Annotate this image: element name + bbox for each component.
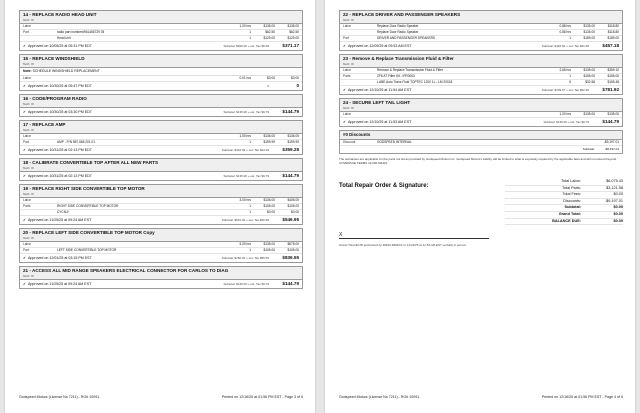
line-quantity: 2.66 hrs: [559, 68, 571, 72]
line-extended-price: $62.50: [289, 30, 299, 34]
warranty-disclaimer: The warranties are applicable for the parts not list as provided by Godspeed Motors Inc. Godspeed Motors's liability will be limited to what is expressly required by the applicable laws and will not extend beyond COVERAGE TERMS 12,000 MILES.: [339, 157, 617, 165]
summary-row: [505, 199, 623, 206]
discounts-section: [339, 130, 623, 154]
checkmark-icon: ✓: [23, 83, 27, 88]
job-total: $144.79: [282, 108, 299, 114]
line-unit-price: $135.00: [263, 197, 275, 202]
job-subtotal: Subtotal: $135.00 + est. Tax $9.79: [543, 120, 589, 124]
line-type: [23, 36, 57, 41]
job-tech: Tech: IX: [23, 235, 34, 240]
line-quantity: 0.01 hrs: [239, 75, 251, 80]
line-description: [57, 198, 229, 203]
note-label: Note:: [23, 69, 32, 73]
checkmark-icon: ✓: [343, 88, 347, 92]
line-unit-price: $32.58: [585, 80, 595, 84]
job-card: [339, 98, 623, 127]
line-extended-price: $199.99: [287, 139, 299, 144]
summary-label: Total Fees:: [562, 192, 581, 197]
line-type: Labor: [23, 241, 32, 246]
line-quantity: 6: [569, 80, 571, 84]
job-title: 23 - Remove & Replace Transmission Fluid & Filter: [343, 56, 454, 61]
job-title: 16 - CODE/PROGRAM RADIO: [23, 95, 87, 101]
job-card: [19, 10, 303, 51]
document-page-3: [4, 0, 316, 413]
approval-row: [340, 42, 622, 50]
job-tech: Tech: IX: [343, 18, 354, 22]
discount-value: -$9,197.01: [603, 140, 619, 144]
footer-print-info: Printed on 12/16/25 at 01:56 PM EST - Page 4 of 5: [541, 395, 623, 399]
authorization-text: Grand Total $0.00 authorized by ###10 ####19 on 12/16/25 at 11:53 AM EST verbally in person: [339, 243, 467, 248]
line-extended-price: $118.80: [607, 24, 619, 28]
summary-title: Total Repair Order & Signature:: [339, 183, 429, 189]
checkmark-icon: ✓: [23, 255, 27, 260]
approval-row: [20, 280, 302, 288]
line-quantity: 1.00 hrs: [559, 112, 571, 116]
summary-label: Discounts:: [563, 198, 581, 203]
job-card: [19, 94, 303, 117]
approval-text: Approved on 10/31/25 at 02:13 PM EDT: [28, 147, 92, 152]
job-header: [20, 11, 302, 24]
line-extended-price: $105.00: [287, 203, 299, 208]
job-header: [340, 99, 622, 112]
job-card: [19, 120, 303, 155]
job-header: [340, 55, 622, 68]
jobs-list: [19, 10, 303, 292]
approval-row: [20, 108, 302, 116]
job-tech: Tech: IX: [343, 62, 354, 66]
summary-value: $0.00: [613, 192, 623, 197]
approval-row: [20, 42, 302, 50]
checkmark-icon: ✓: [23, 44, 27, 48]
job-tech: Tech: IX: [23, 165, 34, 170]
line-unit-price: $105.00: [263, 203, 275, 208]
summary-row: [505, 219, 623, 226]
approval-text: Approved on 10/30/25 at 03:30 PM EDT: [28, 109, 92, 114]
footer-print-info: Printed on 12/16/25 at 01:56 PM EST - Page 3 of 5: [221, 395, 303, 399]
job-subtotal: Subtotal: $135.00 + est. Tax $9.79: [223, 173, 269, 178]
line-unit-price: $0.00: [267, 75, 275, 80]
job-subtotal: Subtotal: $334.99 + est. Tax $24.29: [221, 147, 269, 152]
job-tech: Tech: IX: [23, 62, 34, 66]
summary-row: [505, 179, 623, 186]
signature-line[interactable]: [339, 231, 489, 239]
line-extended-price: $405.00: [287, 197, 299, 202]
footer-shop-info: Godspeed Motors (License No 7211) - RO# 10091: [19, 395, 100, 399]
note-text: SCHEDULE WINDSHIELD REPLACEMENT: [32, 69, 100, 73]
job-title: 21 - ACCESS ALL MID RANGE SPEAKERS ELECTRICAL CONNECTOR FOR CARLOS TO DIAG: [23, 267, 229, 273]
line-quantity: 1.00 hrs: [239, 24, 251, 28]
line-quantity: 1: [249, 30, 251, 34]
line-description: Replace Door Radio Speaker: [377, 24, 419, 28]
approval-row: [20, 82, 302, 90]
line-description: Replace Door Radio Speaker: [377, 30, 419, 34]
job-tech: Tech: IX: [343, 106, 354, 110]
job-total: $144.79: [602, 119, 619, 124]
line-unit-price: $0.00: [267, 209, 275, 214]
job-header: [20, 95, 302, 108]
job-card: [19, 54, 303, 91]
checkmark-icon: ✓: [23, 109, 27, 114]
job-subtotal: Subtotal: $135.00 + est. Tax $9.79: [223, 281, 269, 286]
line-type: [343, 30, 377, 35]
line-extended-price: $0.00: [291, 209, 299, 214]
job-card: [19, 184, 303, 225]
job-header: [20, 267, 302, 280]
line-description: DRIVER AND PASSENGER SPEAKERS: [377, 36, 436, 40]
summary-value: -$9,197.01: [604, 198, 623, 203]
job-card: [19, 158, 303, 181]
job-card: [19, 266, 303, 289]
job-title: 20 - REPLACE LEFT SIDE CONVERTIBLE TOP MOTOR Copy: [23, 229, 155, 235]
line-extended-price: $359.10: [607, 68, 619, 72]
discounts-title: #0 Discounts: [340, 131, 622, 140]
line-type: Part: [23, 139, 29, 144]
line-unit-price: $199.99: [263, 139, 275, 144]
approval-text: Approved on 10/31/25 at 02:13 PM EDT: [28, 173, 92, 178]
job-card: [339, 54, 623, 95]
line-type: Labor: [23, 75, 32, 80]
line-unit-price: $135.00: [583, 30, 595, 34]
summary-row: [505, 205, 623, 212]
approval-text: Approved on 12/01/25 at 03:15 PM EST: [28, 255, 92, 260]
line-extended-price: $135.00: [287, 24, 299, 28]
line-extended-price: $675.00: [287, 241, 299, 246]
approval-row: [20, 146, 302, 154]
discount-subtotal-label: Subtotal:: [582, 147, 595, 151]
approval-text: Approved on 10/30/25 at 05:47 PM EDT: [28, 83, 92, 88]
discount-subtotal-value: -$9,197.01: [604, 147, 619, 151]
summary-value: $6,075.43: [606, 179, 623, 183]
line-unit-price: $135.00: [263, 24, 275, 28]
job-subtotal: Subtotal: $510.00 + est. Tax $36.95: [221, 217, 269, 222]
line-quantity: 0.88 hrs: [559, 30, 571, 34]
approval-text: Approved on 12/10/25 at 11:53 AM EST: [348, 120, 412, 124]
job-total: $144.79: [282, 280, 299, 286]
approval-row: [20, 216, 302, 224]
line-description: [57, 134, 229, 139]
line-description: ZF6 AT Filter Kit - IFR0003: [377, 74, 415, 78]
line-unit-price: $62.50: [265, 30, 275, 34]
line-extended-price: $105.00: [287, 247, 299, 252]
line-unit-price: $155.00: [583, 74, 595, 78]
jobs-list: [339, 10, 623, 247]
line-description: Head unit: [57, 36, 71, 40]
line-unit-price: $135.00: [263, 133, 275, 138]
summary-value: $3,121.58: [606, 185, 623, 190]
page-footer: [19, 395, 303, 399]
job-tech: Tech: IX: [23, 127, 34, 132]
job-header: [340, 11, 622, 24]
line-extended-price: $118.80: [607, 30, 619, 34]
summary-label: Subtotal:: [564, 205, 581, 210]
job-card: [339, 10, 623, 51]
approval-row: [340, 86, 622, 94]
line-type: Part: [23, 247, 29, 252]
job-subtotal: Subtotal: $709.57 + est. Tax $52.35: [541, 88, 589, 92]
job-subtotal: Subtotal: $135.00 + est. Tax $9.79: [223, 109, 269, 114]
approval-text: Approved on 10/05/25 at 05:31 PM EDT: [28, 44, 92, 48]
line-type: [23, 210, 57, 215]
job-header: [20, 229, 302, 242]
line-description: [57, 242, 229, 247]
job-tech: Tech: IX: [23, 273, 34, 278]
job-header: [20, 55, 302, 68]
line-extended-price: $189.00: [607, 36, 619, 40]
totals-table: [505, 179, 623, 225]
job-header: [20, 159, 302, 172]
job-tech: Tech: IX: [23, 18, 34, 22]
line-quantity: 1: [569, 36, 571, 40]
line-type: Parts: [343, 74, 351, 78]
line-type: Part: [23, 30, 29, 34]
line-unit-price: $105.00: [263, 247, 275, 252]
line-description: [57, 24, 229, 29]
line-type: Labor: [23, 24, 32, 28]
job-total: $371.17: [282, 43, 299, 48]
line-unit-price: $129.00: [263, 36, 275, 40]
job-title: 24 - SECURE LEFT TAIL LIGHT: [343, 100, 411, 105]
summary-value: $0.00: [613, 205, 623, 210]
discount-desc: GODSPEED INTERNAL: [377, 140, 412, 144]
line-description: Remove & Replace Transmission Fluid & Filter: [377, 68, 443, 72]
repair-order-summary: [339, 179, 623, 225]
line-type: Labor: [23, 197, 32, 202]
job-title: 22 - REPLACE DRIVER AND PASSENGER SPEAKERS: [343, 12, 461, 17]
job-note: [20, 68, 302, 76]
approval-text: Approved on 12/10/25 at 11:54 AM EST: [348, 88, 412, 92]
approval-row: [20, 254, 302, 262]
summary-label: Total Labor:: [561, 179, 581, 183]
approval-text: Approved on 11/25/25 at 09:24 AM EST: [28, 217, 92, 222]
summary-value: $0.00: [613, 211, 623, 216]
line-description: RIGHT SIDE CONVERTIBLE TOP MOTOR: [57, 203, 119, 208]
summary-label: BALANCE DUE:: [552, 218, 581, 223]
job-card: [19, 228, 303, 263]
signature-x-mark: X: [339, 232, 343, 239]
line-type: Labor: [343, 68, 352, 72]
job-total: $781.92: [602, 87, 619, 92]
line-unit-price: $135.00: [583, 68, 595, 72]
discount-subtotal: [340, 146, 622, 153]
line-type: Labor: [343, 112, 352, 116]
document-page-4: [324, 0, 636, 413]
checkmark-icon: ✓: [343, 120, 347, 124]
summary-row: [505, 192, 623, 199]
line-unit-price: $135.00: [583, 24, 595, 28]
line-type: Part: [343, 36, 349, 40]
job-total: $457.18: [602, 43, 619, 48]
line-quantity: 1: [249, 139, 251, 144]
line-quantity: 1: [249, 36, 251, 40]
line-description: radio part number#961465729 05: [57, 30, 105, 34]
line-extended-price: $135.00: [607, 112, 619, 116]
job-tech: Tech: IX: [23, 191, 34, 196]
approval-text: Approved on 11/25/25 at 09:24 AM EST: [28, 281, 92, 286]
line-type: Parts: [23, 203, 31, 208]
line-extended-price: $135.00: [287, 133, 299, 138]
line-description: [57, 76, 229, 81]
approval-row: [20, 172, 302, 180]
summary-row: [505, 186, 623, 193]
line-quantity: 1: [249, 209, 251, 214]
line-description: LUBE Auto Trans Fluid TOPTEC 1200 1L - LM 20018: [377, 80, 453, 84]
line-description: AMP - P/N 987.665.201.01: [57, 139, 96, 144]
checkmark-icon: ✓: [23, 147, 27, 152]
job-title: 19 - REPLACE RIGHT SIDE CONVERTIBLE TOP MOTOR: [23, 185, 145, 191]
line-extended-price: $155.00: [607, 74, 619, 78]
summary-row: [505, 212, 623, 219]
job-total: 0: [296, 82, 299, 88]
job-title: 18 - CALIBRATE CONVERTIBLE TOP AFTER ALL NEW PARTS: [23, 159, 159, 165]
job-subtotal: Subtotal: $780.00 + est. Tax $56.55: [221, 255, 269, 260]
job-title: 17 - REPLACE AMP: [23, 121, 66, 127]
line-description: [377, 112, 549, 117]
line-type: [343, 80, 377, 85]
job-total: $836.55: [282, 254, 299, 260]
footer-shop-info: Godspeed Motors (License No 7211) - RO# 10091: [339, 395, 420, 399]
checkmark-icon: ✓: [23, 217, 27, 222]
checkmark-icon: ✓: [23, 173, 27, 178]
line-type: Labor: [343, 24, 352, 28]
line-extended-price: $195.48: [607, 80, 619, 84]
line-extended-price: $129.00: [287, 36, 299, 40]
line-quantity: 1: [249, 247, 251, 252]
checkmark-icon: ✓: [23, 281, 27, 286]
job-subtotal: Subtotal: $426.60 + est. Tax $31.58: [541, 44, 589, 48]
discount-type: Discount: [343, 140, 356, 144]
line-quantity: 3.00 hrs: [239, 197, 251, 202]
page-footer: [339, 395, 623, 399]
line-unit-price: $189.00: [583, 36, 595, 40]
job-total: $546.95: [282, 216, 299, 222]
summary-label: Total Parts:: [562, 185, 581, 190]
job-header: [20, 121, 302, 134]
job-total: $359.28: [282, 146, 299, 152]
job-title: 15 - REPLACE WINDSHIELD: [23, 56, 85, 61]
line-unit-price: $135.00: [583, 112, 595, 116]
line-quantity: 5.00 hrs: [239, 241, 251, 246]
job-subtotal: Subtotal: $366.00 + est. Tax $5.66: [223, 44, 269, 48]
approval-text: Approved on 12/09/25 at 09:53 AM EST: [348, 44, 412, 48]
job-total: $144.79: [282, 172, 299, 178]
line-quantity: 1.00 hrs: [239, 133, 251, 138]
job-tech: Tech: IX: [23, 101, 34, 106]
line-unit-price: $135.00: [263, 241, 275, 246]
line-quantity: 0.88 hrs: [559, 24, 571, 28]
approval-row: [340, 118, 622, 126]
line-type: Labor: [23, 133, 32, 138]
job-subtotal: 0: [267, 83, 269, 88]
summary-label: Grand Total:: [558, 211, 581, 216]
line-description: LEFT SIDE CONVERTIBLE TOP MOTOR: [57, 247, 117, 252]
line-quantity: 1: [569, 74, 571, 78]
checkmark-icon: ✓: [343, 44, 347, 48]
job-header: [20, 185, 302, 198]
line-extended-price: $0.00: [291, 75, 299, 80]
job-title: 14 - REPLACE RADIO HEAD UNIT: [23, 12, 97, 17]
line-description: CYCNJI: [57, 209, 69, 214]
line-quantity: 1: [249, 203, 251, 208]
summary-value: $0.00: [613, 218, 623, 223]
